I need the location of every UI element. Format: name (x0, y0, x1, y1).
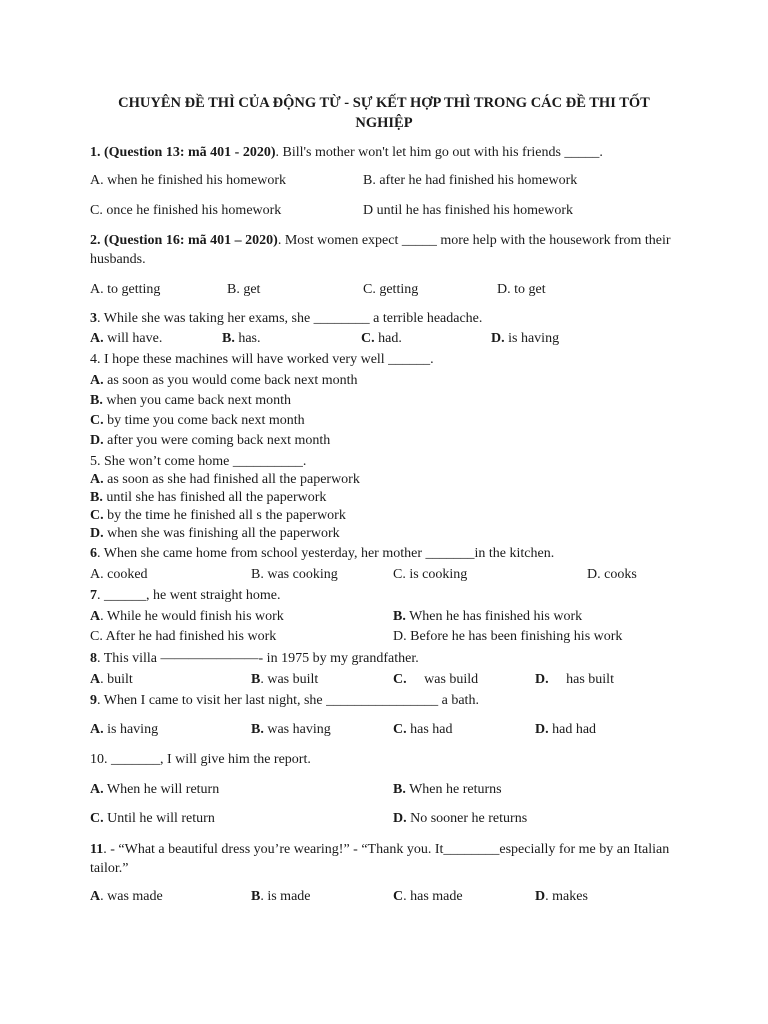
option-8b: B. was built (251, 672, 319, 687)
question-source: (Question 13: mã 401 - 2020) (104, 145, 276, 160)
question-11 (90, 840, 682, 878)
question-text: . She won’t come home __________. (97, 454, 307, 469)
question-9 (90, 692, 479, 710)
option-8a: A. built (90, 672, 133, 687)
question-number: 4 (90, 352, 97, 367)
question-number: 9 (90, 693, 97, 708)
option-3c: C. had. (361, 331, 402, 346)
option-6a: A. cooked (90, 567, 148, 582)
option-10a: A. When he will return (90, 782, 220, 797)
question-number: 10 (90, 752, 104, 767)
question-6 (90, 545, 554, 563)
option-5a: A. as soon as she had finished all the paperwork (90, 472, 360, 487)
question-4 (90, 351, 434, 369)
option-11d: D. makes (535, 889, 588, 904)
option-2c: C. getting (363, 282, 419, 297)
option-9b: B. was having (251, 722, 331, 737)
option-2a: A. to getting (90, 282, 161, 297)
option-3d: D. is having (491, 331, 560, 346)
option-7a: A. While he would finish his work (90, 609, 284, 624)
option-4d: D. after you were coming back next month (90, 433, 331, 448)
option-1b: B. after he had finished his homework (363, 173, 578, 188)
option-7d: D. Before he has been finishing his work (393, 629, 623, 644)
option-9a: A. is having (90, 722, 159, 737)
question-2 (90, 231, 682, 269)
option-4b: B. when you came back next month (90, 393, 292, 408)
question-number: 11 (90, 842, 104, 857)
question-7 (90, 587, 281, 605)
option-11a: A. was made (90, 889, 163, 904)
option-4a: A. as soon as you would come back next month (90, 373, 358, 388)
option-1a: A. when he finished his homework (90, 173, 286, 188)
option-10d: D. No sooner he returns (393, 811, 528, 826)
question-text: . This villa ———————- in 1975 by my grandfather. (97, 651, 419, 666)
question-text: . When I came to visit her last night, she ________________ a bath. (97, 693, 479, 708)
option-5d: D. when she was finishing all the paperwork (90, 526, 340, 541)
question-text: . ______, he went straight home. (97, 588, 281, 603)
option-6d: D. cooks (587, 567, 637, 582)
option-1c: C. once he finished his homework (90, 203, 282, 218)
option-1d: D until he has finished his homework (363, 203, 573, 218)
question-8 (90, 650, 419, 668)
option-6b: B. was cooking (251, 567, 338, 582)
option-3b: B. has. (222, 331, 261, 346)
option-9d: D. had had (535, 722, 597, 737)
option-3a: A. will have. (90, 331, 163, 346)
option-7c: C. After he had finished his work (90, 629, 277, 644)
question-number: 8 (90, 651, 97, 666)
question-text: . While she was taking her exams, she ________ a terrible headache. (97, 311, 483, 326)
option-2b: B. get (227, 282, 261, 297)
option-2d: D. to get (497, 282, 546, 297)
option-8c: C. was build (393, 672, 479, 687)
question-source: (Question 16: mã 401 – 2020) (104, 233, 278, 248)
option-10c: C. Until he will return (90, 811, 215, 826)
question-text: . - “What a beautiful dress you’re wearing!” - “Thank you. It________especially for me by an Italian tailor.” (90, 842, 670, 876)
question-number: 6 (90, 546, 97, 561)
question-text: . When she came home from school yesterday, her mother _______in the kitchen. (97, 546, 555, 561)
question-number: 2. (90, 233, 101, 248)
question-number: 7 (90, 588, 97, 603)
question-3 (90, 310, 482, 328)
option-6c: C. is cooking (393, 567, 468, 582)
question-text: . I hope these machines will have worked very well ______. (97, 352, 434, 367)
option-4c: C. by time you come back next month (90, 413, 305, 428)
option-10b: B. When he returns (393, 782, 502, 797)
option-9c: C. has had (393, 722, 453, 737)
question-number: 3 (90, 311, 97, 326)
question-number: 1. (90, 145, 101, 160)
question-text: . Bill's mother won't let him go out with his friends _____. (275, 145, 603, 160)
question-text: . _______, I will give him the report. (104, 752, 311, 767)
question-5 (90, 453, 306, 471)
option-11b: B. is made (251, 889, 311, 904)
question-number: 5 (90, 454, 97, 469)
question-1 (90, 143, 682, 162)
option-5b: B. until she has finished all the paperwork (90, 490, 327, 505)
option-5c: C. by the time he finished all s the paperwork (90, 508, 346, 523)
document-title: CHUYÊN ĐỀ THÌ CỦA ĐỘNG TỪ - SỰ KẾT HỢP THÌ TRONG CÁC ĐỀ THI TỐT NGHIỆP (118, 95, 650, 131)
question-text: . Most women expect _____ more help with the housework from their husbands. (90, 233, 671, 267)
option-8d: D. has built (535, 672, 614, 687)
option-7b: B. When he has finished his work (393, 609, 583, 624)
option-11c: C. has made (393, 889, 463, 904)
question-10 (90, 751, 311, 769)
